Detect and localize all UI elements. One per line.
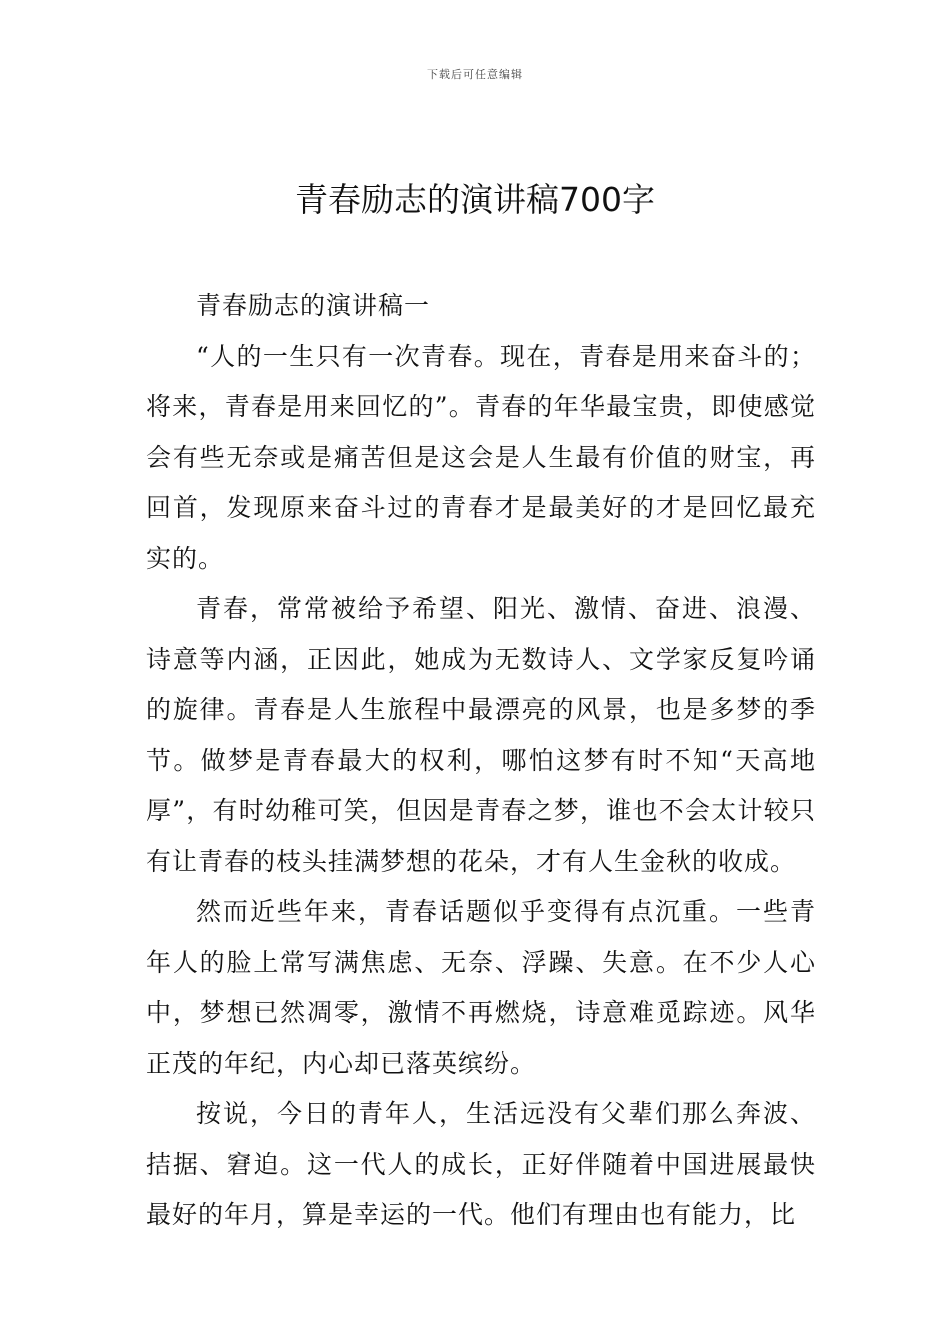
paragraph-1: “人的一生只有一次青春。现在，青春是用来奋斗的；将来，青春是用来回忆的”。青春的年华最宝贵，即使感觉会有些无奈或是痛苦但是这会是人生最有价值的财宝，再回首，发现原来奋斗过的青春才是最美好的才是回忆最充实的。 xyxy=(146,341,816,573)
paragraph-2: 青春，常常被给予希望、阳光、激情、奋进、浪漫、诗意等内涵，正因此，她成为无数诗人、文学家反复吟诵的旋律。青春是人生旅程中最漂亮的风景，也是多梦的季节。做梦是青春最大的权利，哪怕这梦有时不知“天高地厚”，有时幼稚可笑，但因是青春之梦，谁也不会太计较只有让青春的枝头挂满梦想的花朵，才有人生金秋的收成。 xyxy=(146,594,816,876)
document-title: 青春励志的演讲稿700字 xyxy=(295,180,655,219)
paragraph-3: 然而近些年来，青春话题似乎变得有点沉重。一些青年人的脸上常写满焦虑、无奈、浮躁、失意。在不少人心中，梦想已然凋零，激情不再燃烧，诗意难觅踪迹。风华正茂的年纪，内心却已落英缤纷。 xyxy=(146,897,816,1078)
paragraph-4: 按说，今日的青年人，生活远没有父辈们那么奔波、拮据、窘迫。这一代人的成长，正好伴随着中国进展最快最好的年月，算是幸运的一代。他们有理由也有能力，比 xyxy=(146,1099,816,1229)
header-note: 下载后可任意编辑 xyxy=(427,68,523,81)
section-subtitle: 青春励志的演讲稿一 xyxy=(196,291,431,320)
document-body xyxy=(146,281,816,1241)
